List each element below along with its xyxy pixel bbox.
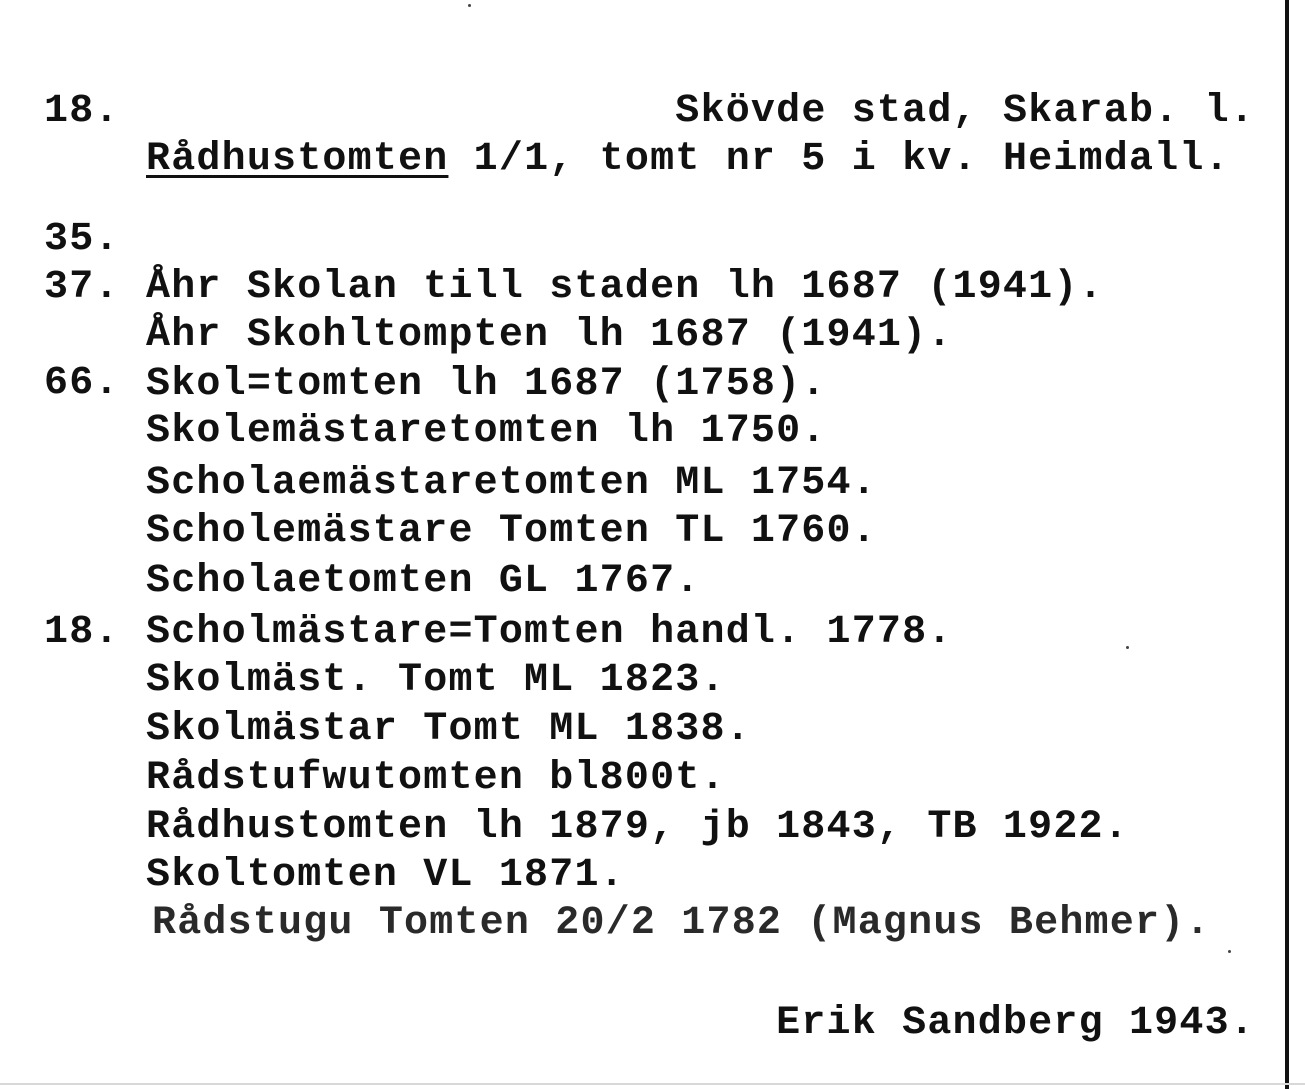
entry-text: Scholemästare Tomten TL 1760. bbox=[146, 509, 877, 554]
header-title-group bbox=[146, 136, 1230, 184]
card-right-edge bbox=[1285, 0, 1289, 1089]
entry-number: 66. bbox=[44, 361, 120, 406]
header-number: 18. bbox=[44, 89, 120, 134]
speck-mark bbox=[468, 4, 471, 7]
entry-text: Skolmästar Tomt ML 1838. bbox=[146, 707, 751, 752]
entry-text: Skolmäst. Tomt ML 1823. bbox=[146, 658, 726, 703]
entry-number: 18. bbox=[44, 610, 120, 655]
entry-text: Skol=tomten lh 1687 (1758). bbox=[146, 362, 827, 407]
header-title-rest: 1/1, tomt nr 5 i kv. Heimdall. bbox=[448, 137, 1230, 182]
entry-number: 35. bbox=[44, 217, 120, 262]
entry-number: 37. bbox=[44, 265, 120, 310]
header-location: Skövde stad, Skarab. l. bbox=[675, 89, 1255, 134]
entry-text: Skoltomten VL 1871. bbox=[146, 853, 625, 898]
header-title: Rådhustomten bbox=[146, 137, 449, 182]
entry-text: Åhr Skolan till staden lh 1687 (1941). bbox=[146, 265, 1104, 310]
speck-mark bbox=[1228, 950, 1231, 953]
entry-text: Rådstufwutomten bl800t. bbox=[146, 756, 726, 801]
entry-text: Scholaetomten GL 1767. bbox=[146, 559, 701, 604]
entry-text: Skolemästaretomten lh 1750. bbox=[146, 409, 827, 454]
signature: Erik Sandberg 1943. bbox=[776, 1001, 1255, 1046]
entry-text: Rådhustomten lh 1879, jb 1843, TB 1922. bbox=[146, 805, 1129, 850]
speck-mark bbox=[1126, 646, 1129, 649]
entry-text: Scholaemästaretomten ML 1754. bbox=[146, 461, 877, 506]
entry-text: Scholmästare=Tomten handl. 1778. bbox=[146, 610, 953, 655]
entry-text: Rådstugu Tomten 20/2 1782 (Magnus Behmer). bbox=[152, 901, 1211, 946]
entry-text: Åhr Skohltompten lh 1687 (1941). bbox=[146, 313, 953, 358]
card-bottom-edge bbox=[0, 1083, 1305, 1085]
